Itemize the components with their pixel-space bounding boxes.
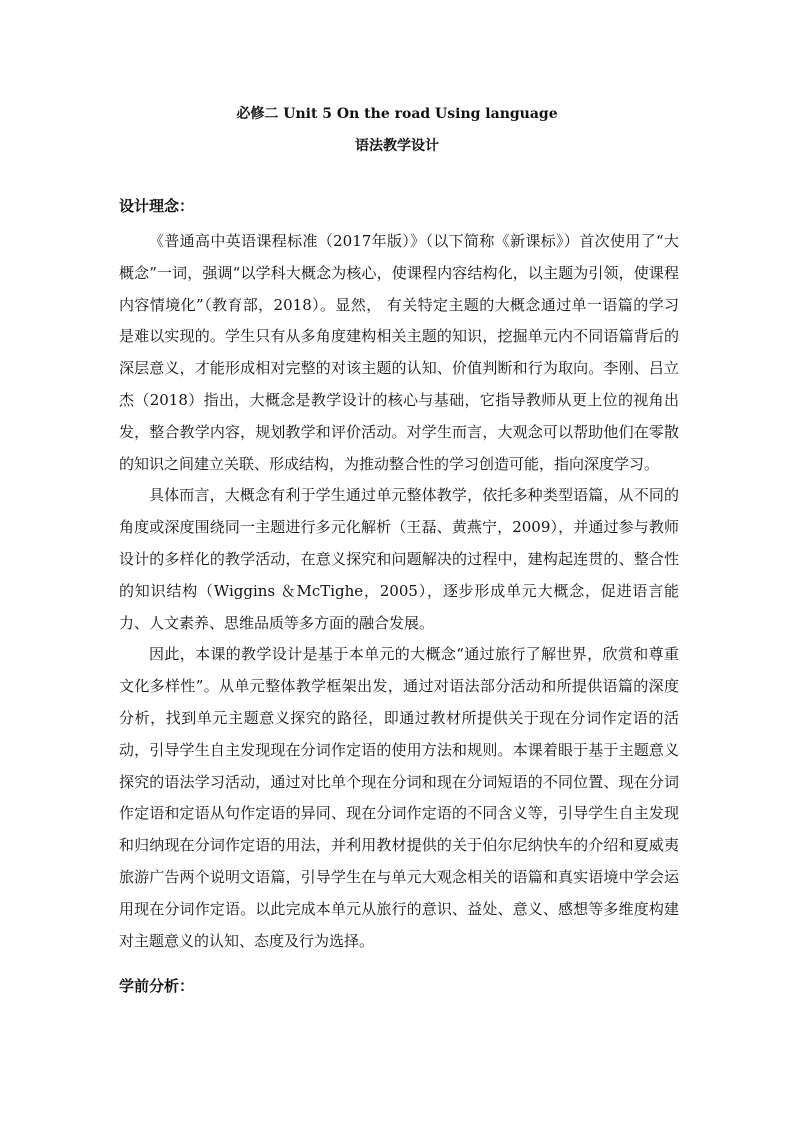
paragraph: 具体而言，大概念有利于学生通过单元整体教学，依托多种类型语篇，从不同的角度或深度围绕同一主题进行多元化解析（王磊、黄燕宁，2009），并通过参与教师设计的多样化的教学活动，在意义探究和问题解决的过程中，建构起连贯的、整合性的知识结构（Wiggins ＆McTighe，2005），逐步形成单元大概念，促进语言能力、人文素养、思维品质等多方面的融合发展。 xyxy=(119,486,679,632)
paragraph: 《普通高中英语课程标准（2017年版）》（以下简称《新课标》）首次使用了“大概念”一词，强调“以学科大概念为核心，使课程内容结构化，以主题为引领，使课程内容情境化”（教育部，2018）。显然， 有关特定主题的大概念通过单一语篇的学习是难以实现的。学生只有从多角度建构相关主题的知识，挖掘单元内不同语篇背后的深层意义，才能形成相对完整的对该主题的认知、价值判断和行为取向。李刚、吕立杰（2018）指出，大概念是教学设计的核心与基础，它指导教师从更上位的视角出发，整合教学内容，规划教学和评价活动。对学生而言，大观念可以帮助他们在零散的知识之间建立关联、形成结构，为推动整合性的学习创造可能，指向深度学习。 xyxy=(119,232,679,473)
body-text xyxy=(119,226,679,957)
document-subtitle: 语法教学设计 xyxy=(355,138,439,154)
section-heading-pre-analysis: 学前分析： xyxy=(119,977,195,995)
section-heading-design-concept: 设计理念： xyxy=(119,197,195,215)
document-title: 必修二 Unit 5 On the road Using language xyxy=(236,106,558,122)
paragraph: 因此，本课的教学设计是基于本单元的大概念“通过旅行了解世界，欣赏和尊重文化多样性”。从单元整体教学框架出发，通过对语法部分活动和所提供语篇的深度分析，找到单元主题意义探究的路径，即通过教材所提供关于现在分词作定语的活动，引导学生自主发现现在分词作定语的使用方法和规则。本课着眼于基于主题意义探究的语法学习活动，通过对比单个现在分词和现在分词短语的不同位置、现在分词作定语和定语从句作定语的异同、现在分词作定语的不同含义等，引导学生自主发现和归纳现在分词作定语的用法，并利用教材提供的关于伯尔尼纳快车的介绍和夏威夷旅游广告两个说明文语篇，引导学生在与单元大观念相关的语篇和真实语境中学会运用现在分词作定语。以此完成本单元从旅行的意识、益处、意义、感想等多维度构建对主题意义的认知、态度及行为选择。 xyxy=(119,645,679,950)
